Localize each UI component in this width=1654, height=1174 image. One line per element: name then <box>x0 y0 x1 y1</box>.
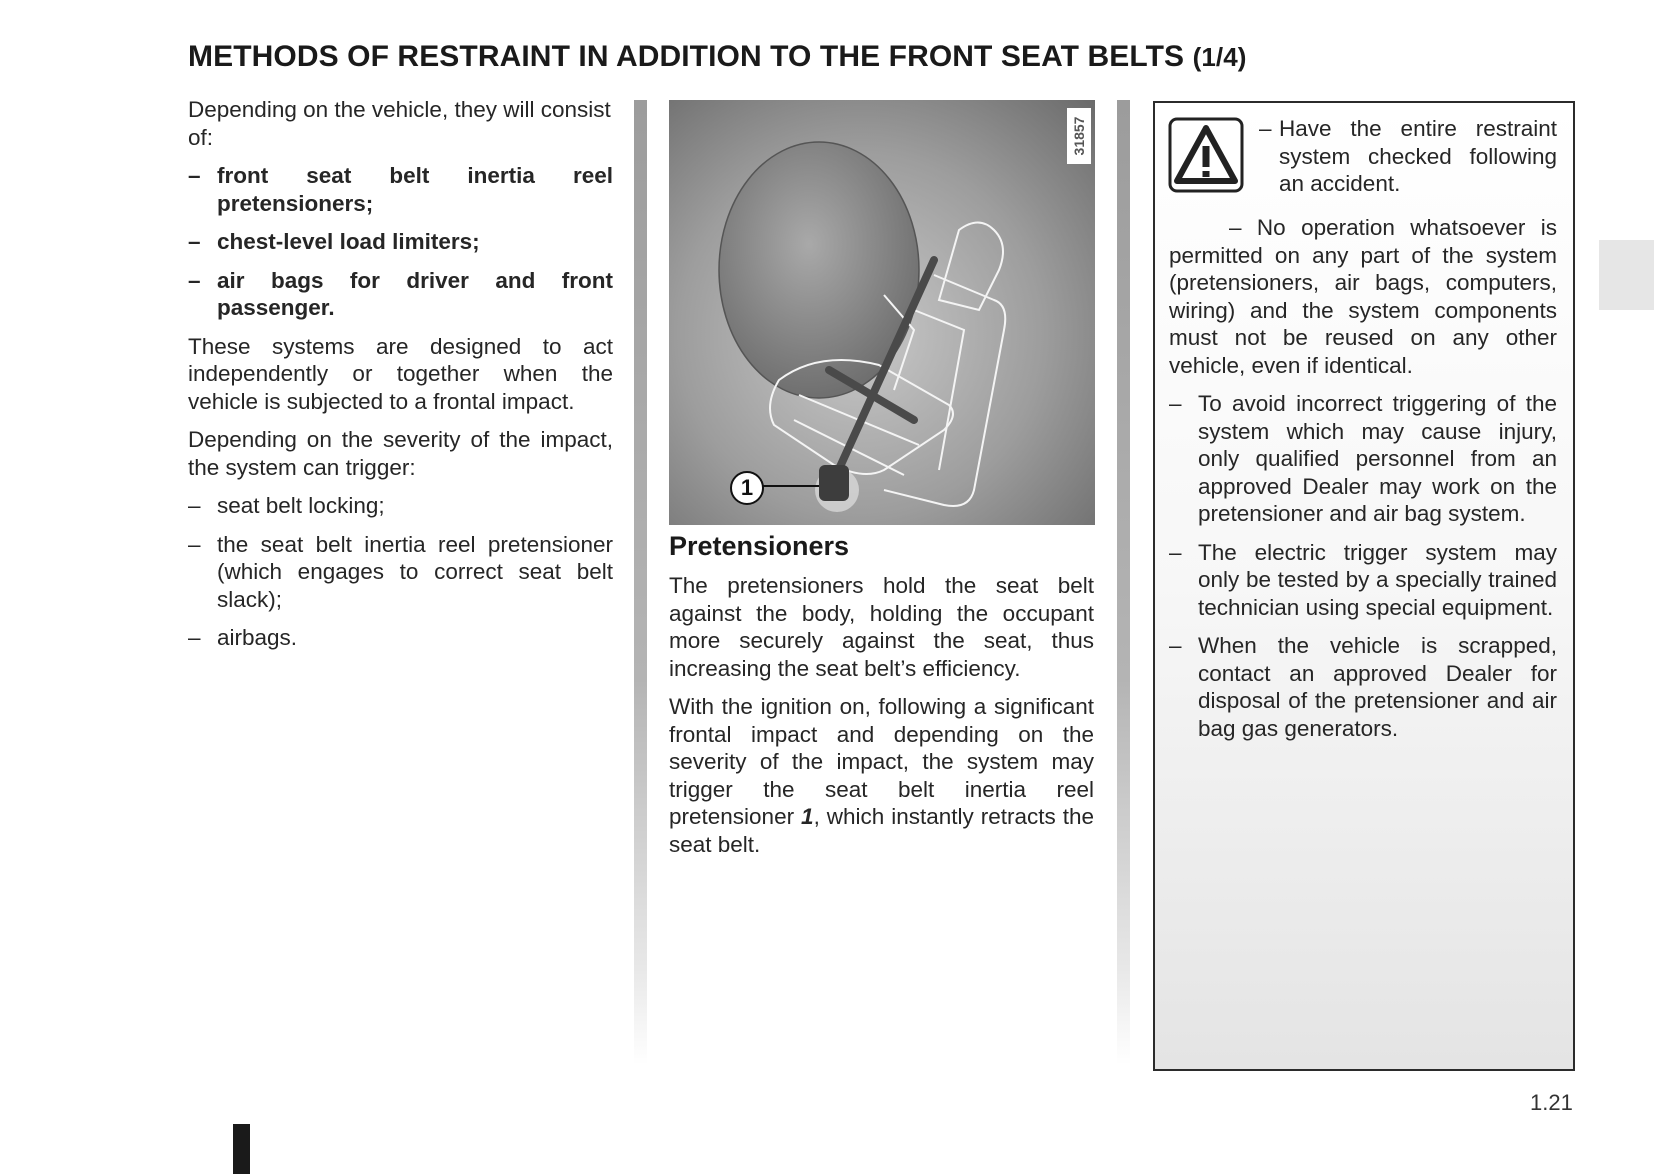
severity-paragraph: Depending on the severity of the impact, the system can trigger: <box>188 427 613 480</box>
seat-airbag-drawing <box>669 100 1095 525</box>
section-heading: Pretensioners <box>669 531 850 561</box>
page-edge-marker <box>233 1124 250 1174</box>
trigger-list <box>188 492 613 652</box>
list-item: – seat belt locking; <box>188 493 385 518</box>
systems-paragraph: These systems are designed to act independently or together when the vehicle is subjected to a frontal impact. <box>188 333 613 414</box>
pretensioner-paragraph: The pretensioners hold the seat belt against the body, holding the occupant more securely against the seat, thus increasing the seat belt’s efficiency. <box>669 573 1094 681</box>
list-item: – To avoid incorrect triggering of the system which may cause injury, only qualified personnel from an approved Dealer may work on the pretensioner and air bag system. <box>1169 391 1557 526</box>
callout-1: 1 <box>730 471 764 505</box>
figure-reference: 31857 <box>1067 108 1091 164</box>
list-item: – chest-level load limiters; <box>188 229 480 254</box>
title-page-indicator: (1/4) <box>1192 42 1247 72</box>
title-main: METHODS OF RESTRAINT IN ADDITION TO THE FRONT SEAT BELTS <box>188 40 1185 73</box>
middle-column <box>669 530 1094 869</box>
list-item: – No operation whatsoever is permitted on any part of the system (pretensioners, air bags, computers, wiring) and the system components must not be reused on any other vehicle, even if identical. <box>1169 215 1557 378</box>
column-divider-right <box>1117 100 1130 1065</box>
pretensioner-illustration <box>669 100 1095 525</box>
list-item: – air bags for driver and front passenger. <box>188 267 613 320</box>
page-number: 1.21 <box>1530 1090 1573 1115</box>
inertia-reel <box>819 465 849 501</box>
warning-triangle-icon <box>1168 117 1244 193</box>
intro-text: Depending on the vehicle, they will consist of: <box>188 97 611 150</box>
reference-number: 1 <box>801 804 814 829</box>
list-item: – airbags. <box>188 625 298 650</box>
column-divider-left <box>634 100 647 1065</box>
warning-box <box>1153 101 1575 1071</box>
restraint-list <box>188 162 613 322</box>
left-column <box>188 96 613 663</box>
page-title <box>188 40 1247 74</box>
warning-list <box>1169 214 1557 742</box>
list-item: – the seat belt inertia reel pretensioner (which engages to correct seat belt slack); <box>188 531 613 612</box>
ignition-paragraph: With the ignition on, following a significant frontal impact and depending on the severity of the impact, the system may trigger the seat belt inertia reel pretensioner 1, which instantly retracts the seat belt. <box>669 694 1094 857</box>
warning-first-item: – Have the entire restraint system checked following an accident. <box>1259 116 1557 196</box>
list-item: – front seat belt inertia reel pretensioners; <box>188 163 613 216</box>
list-item: – When the vehicle is scrapped, contact an approved Dealer for disposal of the pretensioner and air bag gas generators. <box>1169 633 1557 741</box>
list-item: – The electric trigger system may only be tested by a specially trained technician using special equipment. <box>1169 539 1557 620</box>
chapter-tab <box>1599 240 1654 310</box>
